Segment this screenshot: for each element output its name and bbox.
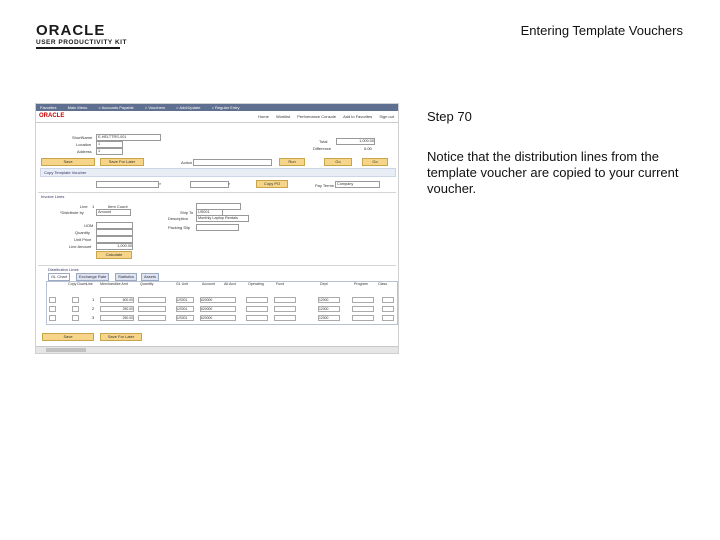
row-dept[interactable]: 12000 (318, 297, 340, 303)
breadcrumb-nav (36, 104, 398, 111)
location-label: Location (76, 142, 92, 147)
nav-favorites[interactable]: Favorites (40, 105, 57, 110)
line-amount-label: Line Amount (69, 244, 92, 249)
row-line: 3 (92, 315, 95, 320)
ship-to-label: Ship To (180, 210, 194, 215)
copy-down-checkbox[interactable] (72, 315, 79, 321)
description-label: Description (168, 216, 189, 221)
link-worklist[interactable]: Worklist (275, 114, 291, 119)
col-program: Program (354, 282, 368, 286)
col-operating: Operating (248, 282, 264, 286)
row-account[interactable]: 620000 (200, 297, 236, 303)
row-class[interactable] (382, 306, 394, 312)
copy-down-checkbox[interactable] (72, 297, 79, 303)
col-fund: Fund (276, 282, 285, 286)
row-gl-unit[interactable]: US001 (176, 306, 194, 312)
uom-label: UOM (84, 223, 94, 228)
row-fund[interactable] (274, 306, 296, 312)
short-name-label: ShortName (72, 135, 93, 140)
step-label: Step 70 (427, 109, 472, 124)
oracle-logo: ORACLE (36, 22, 106, 39)
col-dept: Dept (320, 282, 328, 286)
col-gl-unit: GL Unit (176, 282, 189, 286)
upk-subtitle: USER PRODUCTIVITY KIT (36, 39, 127, 46)
line-amount-field[interactable]: 1,000.00 (96, 243, 133, 250)
row-class[interactable] (382, 315, 394, 321)
distribution-lines-header: Distribution Lines (48, 267, 79, 272)
logo-divider (36, 47, 120, 49)
link-performance[interactable]: Performance Console (297, 114, 336, 119)
copy-template-band (40, 168, 396, 177)
total-label: Total (319, 139, 328, 144)
section-divider (38, 265, 396, 266)
pay-terms-select[interactable]: Company (335, 181, 380, 188)
col-alt-acct: Alt Acct (224, 282, 236, 286)
app-brand-logo: ORACLE (39, 113, 65, 119)
distribute-by-label: *Distribute by (60, 210, 84, 215)
row-amount[interactable]: 250.00 (100, 315, 134, 321)
row-gl-unit[interactable]: US001 (176, 315, 194, 321)
row-operating[interactable] (246, 297, 268, 303)
unit-price-field[interactable] (96, 236, 133, 243)
row-account[interactable]: 620000 (200, 306, 236, 312)
row-fund[interactable] (274, 297, 296, 303)
row-line: 2 (92, 306, 95, 311)
distribute-by-select[interactable]: Amount (96, 209, 131, 216)
link-add-favorites[interactable]: Add to Favorites (343, 114, 373, 119)
app-topbar (36, 111, 398, 123)
row-line: 1 (92, 297, 95, 302)
go-button-2[interactable]: Go (362, 158, 388, 166)
packing-slip-label: Packing Slip (168, 225, 191, 230)
row-class[interactable] (382, 297, 394, 303)
line-label: Line (80, 204, 88, 209)
application-screenshot (35, 103, 399, 354)
copy-template-label[interactable]: Copy Template Voucher (44, 170, 87, 175)
item-count-label: Item Count (108, 204, 128, 209)
step-instruction: Notice that the distribution lines from the template voucher are copied to your current voucher. (427, 149, 679, 196)
row-operating[interactable] (246, 315, 268, 321)
total-field: 1,000.00 (336, 138, 375, 145)
row-gl-unit[interactable]: US001 (176, 297, 194, 303)
col-quantity: Quantity (140, 282, 154, 286)
col-merchandise-amt: Merchandise Amt (100, 282, 128, 286)
row-dept[interactable]: 12000 (318, 315, 340, 321)
uom-field[interactable] (96, 222, 133, 229)
tab-assets[interactable]: Assets (141, 273, 159, 281)
lookup-icon[interactable]: ⌕ (159, 181, 162, 186)
calculate-button[interactable]: Calculate (96, 251, 132, 259)
line-value: 1 (92, 204, 95, 209)
save-for-later-top-button[interactable]: Save For Later (100, 158, 144, 166)
unit-price-label: Unit Price (74, 237, 92, 242)
scrollbar-thumb[interactable] (46, 348, 86, 352)
nav-main-menu[interactable]: Main Menu (67, 105, 88, 110)
run-button[interactable]: Run (279, 158, 305, 166)
tab-gl-chart[interactable]: GL Chart (48, 273, 70, 281)
nav-regular-entry[interactable]: > Regular Entry (211, 105, 240, 110)
nav-accounts-payable[interactable]: > Accounts Payable (98, 105, 134, 110)
link-home[interactable]: Home (258, 114, 269, 119)
row-program[interactable] (352, 297, 374, 303)
save-button[interactable]: Save (42, 333, 94, 341)
tab-exchange-rate[interactable]: Exchange Rate (76, 273, 109, 281)
tab-statistics[interactable]: Statistics (115, 273, 137, 281)
quantity-label: Quantity (75, 230, 90, 235)
row-expand-button[interactable] (49, 297, 56, 303)
ship-to-field[interactable]: US001 (196, 209, 223, 216)
row-quantity[interactable] (138, 297, 166, 303)
row-fund[interactable] (274, 315, 296, 321)
address-field[interactable]: 1 (96, 148, 123, 155)
copy-po-button[interactable]: Copy PO (256, 180, 288, 188)
row-program[interactable] (352, 306, 374, 312)
description-field[interactable]: Monthly Laptop Rentals (196, 215, 249, 222)
difference-value: 0.00 (364, 146, 372, 151)
pay-terms-label: Pay Terms (315, 183, 334, 188)
packing-slip-field[interactable] (196, 224, 239, 231)
top-links (252, 114, 394, 119)
col-copy-down: Copy Down (68, 282, 87, 286)
address-label: Address (77, 149, 92, 154)
invoice-lines-header: Invoice Lines (41, 194, 65, 199)
row-program[interactable] (352, 315, 374, 321)
col-class: Class (378, 282, 387, 286)
section-divider (38, 192, 396, 193)
row-expand-button[interactable] (49, 315, 56, 321)
row-amount[interactable]: 250.00 (100, 306, 134, 312)
col-account: Account (202, 282, 215, 286)
link-sign-out[interactable]: Sign out (379, 114, 394, 119)
po-field[interactable] (96, 181, 162, 188)
save-top-button[interactable]: Save (41, 158, 95, 166)
short-name-field[interactable]: E-HELTTRS-001 (96, 134, 161, 141)
row-quantity[interactable] (138, 315, 166, 321)
receipt-field[interactable] (190, 181, 229, 188)
nav-vouchers[interactable]: > Vouchers (144, 105, 165, 110)
lookup-icon[interactable]: ⌕ (228, 181, 231, 186)
copy-down-checkbox[interactable] (72, 306, 79, 312)
difference-label: Difference (313, 146, 332, 151)
action-select[interactable] (193, 159, 272, 166)
row-expand-button[interactable] (49, 306, 56, 312)
row-account[interactable]: 620000 (200, 315, 236, 321)
row-dept[interactable]: 12000 (318, 306, 340, 312)
row-operating[interactable] (246, 306, 268, 312)
save-for-later-button[interactable]: Save For Later (100, 333, 142, 341)
row-amount[interactable]: 500.00 (100, 297, 134, 303)
quantity-field[interactable] (96, 229, 133, 236)
horizontal-scrollbar[interactable] (36, 346, 398, 353)
document-title: Entering Template Vouchers (520, 23, 683, 38)
nav-add-update[interactable]: > Add/Update (176, 105, 201, 110)
row-quantity[interactable] (138, 306, 166, 312)
location-field[interactable]: 1 (96, 141, 123, 148)
col-line: Line (86, 282, 93, 286)
go-button[interactable]: Go (324, 158, 352, 166)
action-label: Action (181, 160, 193, 165)
